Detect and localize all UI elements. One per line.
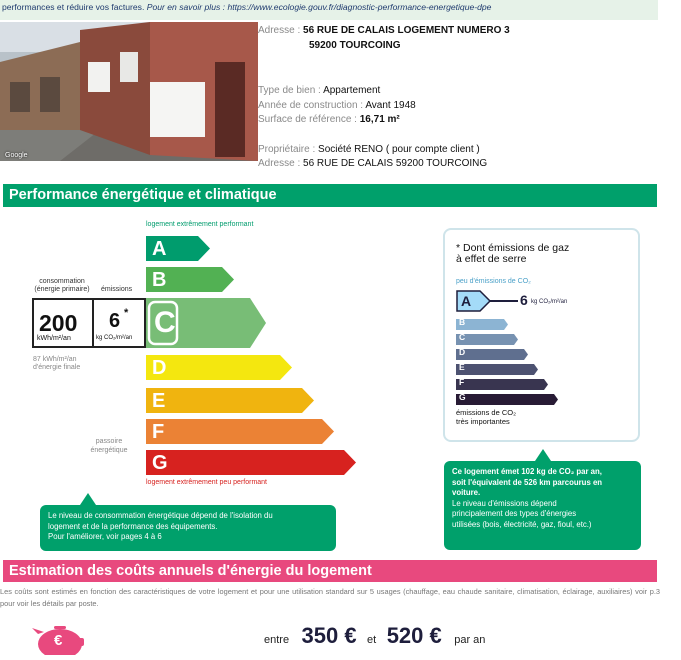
callout-emissions — [444, 461, 641, 550]
ghg-band-b — [456, 317, 508, 328]
address-value-line2 — [309, 40, 401, 52]
property-type — [258, 85, 380, 97]
surface-value: 16,71 m² — [359, 114, 400, 125]
callout-right-line1: Ce logement émet 102 kg de CO₂ par an, — [452, 467, 602, 476]
address-city: 59200 TOURCOING — [309, 40, 401, 51]
passoire-line1: passoire — [95, 438, 123, 445]
construction-year — [258, 100, 416, 112]
ghg-top-label: peu d'émissions de CO₂ — [456, 278, 531, 285]
consumption-label — [32, 278, 92, 294]
consumption-divider — [92, 300, 94, 346]
property-type-label: Type de bien : — [258, 85, 321, 96]
intro-link[interactable]: Pour en savoir plus : https://www.ecologie.gouv.fr/diagnostic-performance-energetique-dpe — [146, 2, 492, 12]
ghg-value-line — [490, 300, 518, 302]
ghg-letter-f: F — [459, 377, 465, 387]
costs-note: Les coûts sont estimés en fonction des caractéristiques de votre logement et pour une utilisation standard sur 5 usages (chauffage, eau chaude sanitaire, climatisation, éclairage, auxiliaires) voir p.3 pour voir les détails par poste. — [0, 587, 660, 608]
piggy-euro-symbol: € — [54, 632, 63, 649]
callout-left-line1: Le niveau de consommation énergétique dépend de l'isolation du — [48, 511, 273, 520]
dpe-top-label: logement extrêmement performant — [146, 221, 254, 228]
dpe-letter-f: F — [152, 421, 165, 443]
ghg-letter-e: E — [459, 362, 465, 372]
consumption-label-line2: (énergie primaire) — [34, 286, 90, 293]
intro-text — [2, 2, 491, 12]
costs-min: 350 € — [301, 623, 357, 648]
construction-year-label: Année de construction : — [258, 100, 364, 111]
callout-right-pointer — [535, 449, 551, 461]
callout-left-pointer — [80, 493, 96, 505]
ghg-band-c — [456, 332, 518, 343]
piggy-bank-icon — [30, 620, 92, 655]
owner-label: Propriétaire : — [258, 144, 316, 155]
ghg-band-d — [456, 347, 528, 358]
property-photo — [0, 22, 258, 161]
emissions-label: émissions — [101, 286, 133, 293]
ghg-bottom-line1: émissions de CO₂ — [456, 408, 517, 417]
dpe-band-b — [146, 267, 236, 292]
callout-right-line4: Le niveau d'émissions dépend — [452, 498, 557, 508]
passoire-line2: énergétique — [90, 447, 128, 454]
callout-right-line6: utilisées (bois, électricité, gaz, fioul, etc.) — [452, 519, 592, 529]
final-energy-line1: 87 kWh/m²/an — [33, 356, 77, 363]
callout-left-line2: logement et de la performance des équipements. — [48, 521, 218, 531]
consumption-label-line1: consommation — [39, 278, 85, 285]
ghg-letter-d: D — [459, 347, 466, 357]
emissions-unit: kg CO₂/m²/an — [96, 335, 133, 341]
costs-par-an: par an — [454, 634, 486, 646]
ghg-value: 6 — [520, 292, 528, 308]
address-label: Adresse : — [258, 25, 301, 36]
dpe-band-a — [146, 236, 212, 261]
callout-right-line3: voiture. — [452, 488, 481, 497]
dpe-letter-g: G — [152, 452, 168, 474]
construction-year-value: Avant 1948 — [365, 100, 416, 111]
ghg-bottom-label — [456, 408, 516, 426]
ghg-title — [456, 243, 569, 265]
dpe-band-g — [146, 450, 358, 475]
owner — [258, 144, 480, 156]
callout-consumption — [40, 505, 336, 551]
final-energy-line2: d'énergie finale — [33, 364, 81, 371]
dpe-bottom-label: logement extrêmement peu performant — [146, 479, 268, 486]
consumption-unit: kWh/m²/an — [37, 335, 71, 342]
section-title-costs: Estimation des coûts annuels d'énergie du logement — [3, 560, 657, 582]
property-photo-image — [0, 22, 258, 161]
callout-right-line5: principalement des types d'énergies — [452, 509, 577, 518]
ghg-title-line1: * Dont émissions de gaz — [456, 242, 570, 254]
ghg-band-f — [456, 377, 548, 388]
emissions-star: * — [124, 307, 129, 319]
emissions-value: 6 — [109, 310, 121, 332]
owner-address-label: Adresse : — [258, 158, 301, 169]
ghg-unit: kg CO₂/m²/an — [531, 299, 568, 305]
ghg-band-g — [456, 392, 558, 403]
ghg-letter-g: G — [459, 392, 466, 402]
photo-credit: Google — [5, 152, 28, 159]
owner-address — [258, 158, 487, 170]
final-energy — [33, 356, 80, 372]
callout-left-line3: Pour l'améliorer, voir pages 4 à 6 — [48, 532, 162, 541]
section-title-energy: Performance énergétique et climatique — [3, 184, 657, 207]
costs-max: 520 € — [386, 623, 442, 648]
ghg-letter-b: B — [459, 317, 466, 327]
ghg-title-line2: à effet de serre — [456, 253, 527, 265]
costs-range — [264, 623, 485, 649]
callout-right-line2: soit l'équivalent de 526 km parcourus en — [452, 477, 603, 487]
property-type-value: Appartement — [323, 85, 381, 96]
dpe-band-d — [146, 355, 294, 380]
ghg-letter-a: A — [461, 293, 472, 309]
intro-sentence: performances et réduire vos factures. — [2, 2, 145, 12]
surface-label: Surface de référence : — [258, 114, 357, 125]
address-line — [258, 25, 510, 37]
consumption-box — [32, 298, 146, 348]
owner-address-value: 56 RUE DE CALAIS 59200 TOURCOING — [303, 158, 488, 169]
dpe-letter-d: D — [152, 357, 167, 379]
dpe-band-e — [146, 388, 316, 413]
dpe-letter-b: B — [152, 269, 167, 291]
ghg-bottom-line2: très importantes — [456, 417, 510, 426]
dpe-letter-a: A — [152, 238, 167, 260]
costs-et: et — [367, 634, 377, 646]
costs-entre: entre — [264, 634, 290, 646]
dpe-letter-c: C — [154, 306, 176, 339]
dpe-letter-e: E — [152, 390, 166, 412]
passoire-label — [88, 437, 130, 455]
surface — [258, 114, 400, 126]
ghg-band-e — [456, 362, 538, 373]
owner-value: Société RENO ( pour compte client ) — [318, 144, 480, 155]
address-value-line1: 56 RUE DE CALAIS LOGEMENT NUMERO 3 — [303, 25, 510, 36]
consumption-value: 200 — [39, 310, 78, 336]
ghg-band-a-current — [456, 290, 490, 312]
ghg-letter-c: C — [459, 332, 466, 342]
dpe-band-c-current — [146, 298, 268, 348]
dpe-band-f — [146, 419, 336, 444]
